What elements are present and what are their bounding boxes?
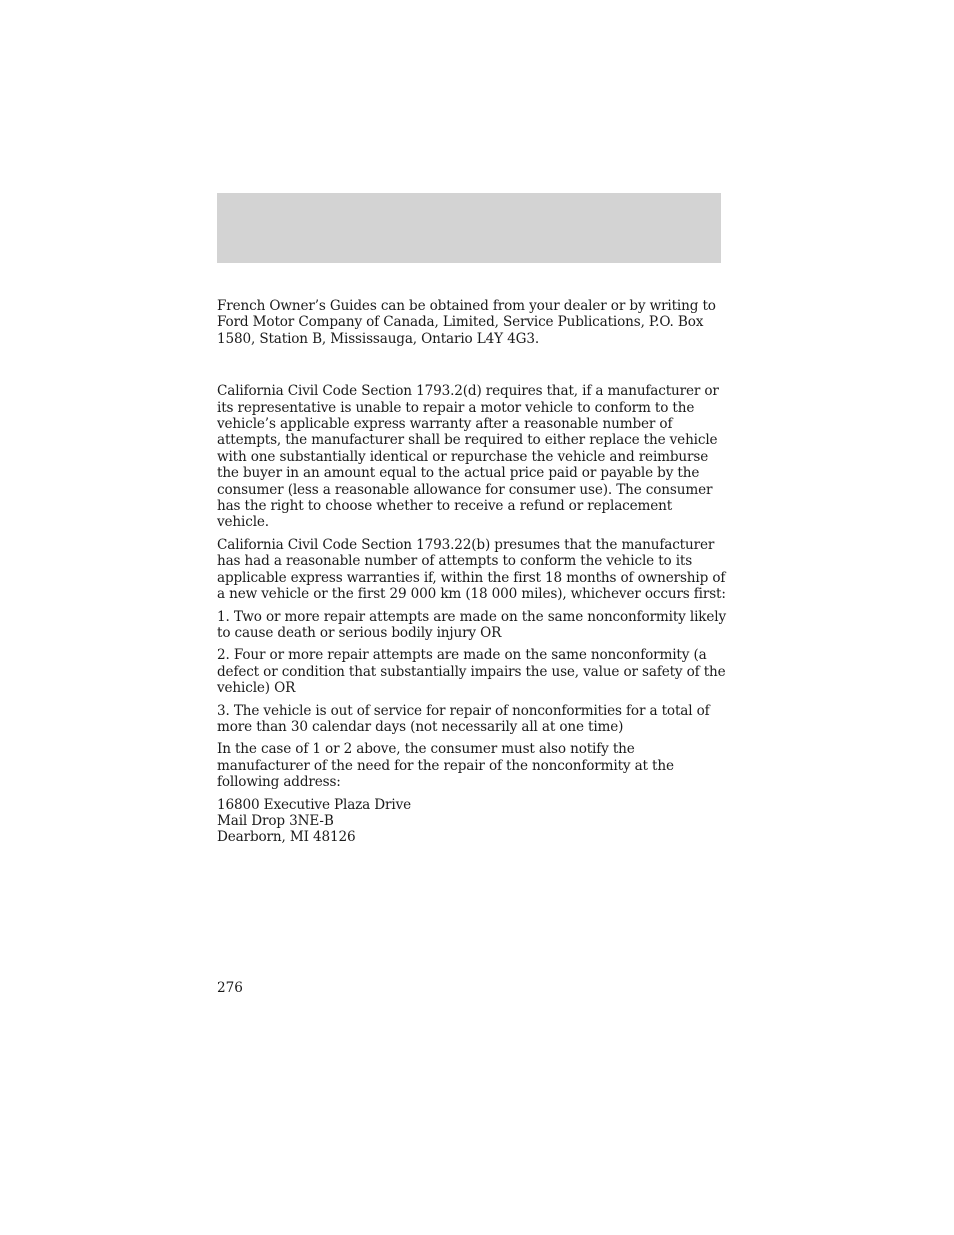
page-number: 276: [217, 980, 243, 996]
address-line-1: 16800 Executive Plaza Drive: [217, 796, 412, 813]
condition-item-2: 2. Four or more repair attempts are made on the same nonconformity (a defect or condition that substantially impairs the use, value or safety of the vehicle) OR: [217, 647, 726, 697]
page-content: [217, 298, 727, 846]
civil-code-1793-22-paragraph: California Civil Code Section 1793.22(b) presumes that the manufacturer has had a reasonable number of attempts to conform the vehicle to its applicable express warranties if, within the first 18 months of ownership of a new vehicle or the first 29 000 km (18 000 miles), whichever occurs first:: [217, 536, 726, 603]
mailing-address: [217, 797, 727, 846]
section-header-band: [217, 193, 721, 263]
notify-paragraph: In the case of 1 or 2 above, the consumer must also notify the manufacturer of the need for the repair of the nonconformity at the following address:: [217, 741, 674, 791]
condition-item-3: 3. The vehicle is out of service for repair of nonconformities for a total of more than 30 calendar days (not necessarily all at one time): [217, 702, 710, 735]
address-line-3: Dearborn, MI 48126: [217, 829, 356, 846]
civil-code-1793-2-paragraph: California Civil Code Section 1793.2(d) requires that, if a manufacturer or its representative is unable to repair a motor vehicle to conform to the vehicle’s applicable express warranty after a reasonable number of attempts, the manufacturer shall be required to either replace the vehicle with one substantially identical or repurchase the vehicle and reimburse the buyer in an amount equal to the actual price paid or payable by the consumer (less a reasonable allowance for consumer use). The consumer has the right to choose whether to receive a refund or replacement vehicle.: [217, 383, 719, 531]
french-guides-paragraph: French Owner’s Guides can be obtained from your dealer or by writing to Ford Motor Company of Canada, Limited, Service Publications, P.O. Box 1580, Station B, Mississauga, Ontario L4Y 4G3.: [217, 298, 716, 347]
condition-item-1: 1. Two or more repair attempts are made on the same nonconformity likely to cause death or serious bodily injury OR: [217, 608, 726, 641]
address-line-2: Mail Drop 3NE-B: [217, 812, 334, 829]
